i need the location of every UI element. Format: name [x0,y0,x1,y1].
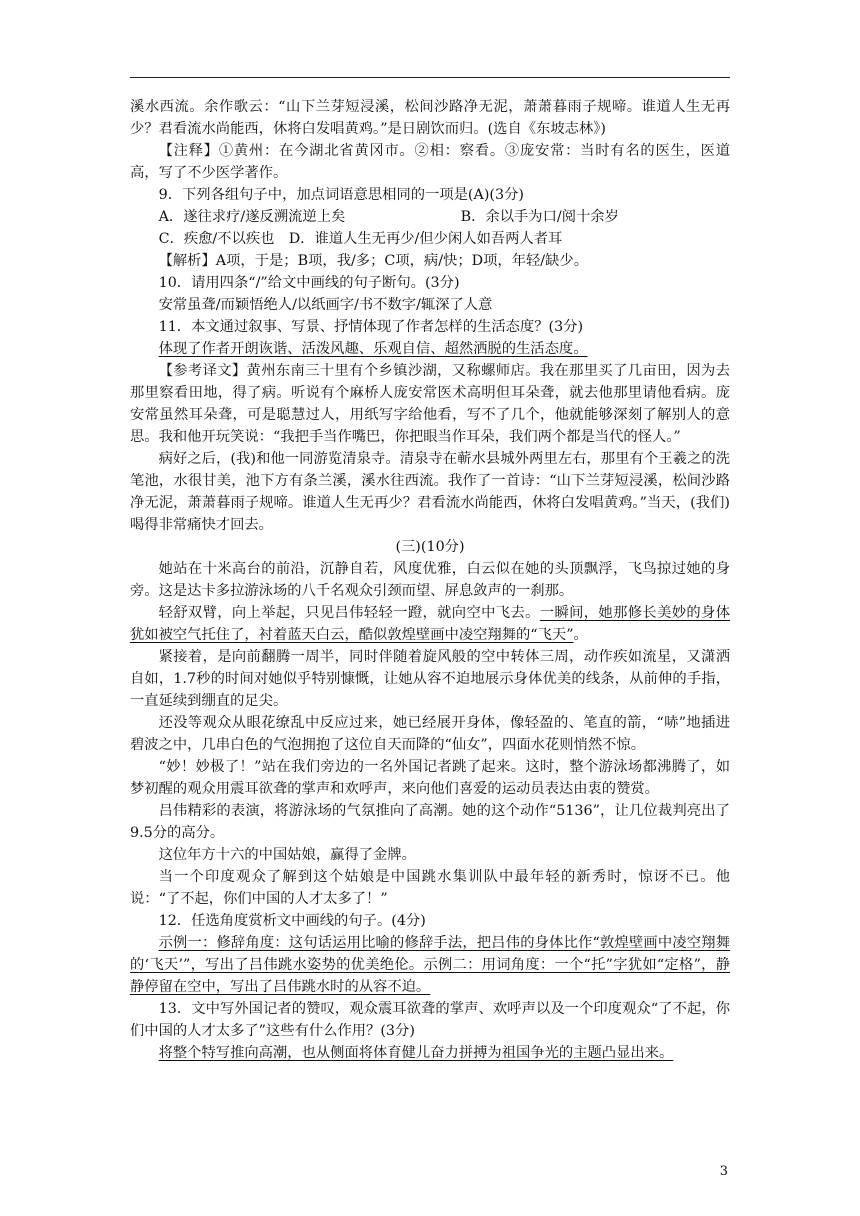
translation-paragraph: 【参考译文】黄州东南三十里有个乡镇沙湖，又称螺师店。我在那里买了几亩田，因为去那里察看田地，得了病。听说有个麻桥人庞安常医术高明但耳朵聋，就去他那里请他看病。庞安常虽然耳朵聋，可是聪慧过人，用纸写字给他看，写不了几个，他就能够深刻了解别人的意思。我和他开玩笑说：“我把手当作嘴巴，你把眼当作耳朵，我们两个都是当代的怪人。” [130,363,730,445]
story-paragraph: 吕伟精彩的表演，将游泳场的气氛推向了高潮。她的这个动作“5136”，让几位裁判亮出了9.5分的高分。 [130,803,730,841]
page-number: 3 [719,1164,728,1179]
story-paragraph: “妙！妙极了！”站在我们旁边的一名外国记者跳了起来。这时，整个游泳场都沸腾了，如梦初醒的观众用震耳欲聋的掌声和欢呼声，来向他们喜爱的运动员表达由衷的赞赏。 [130,759,730,797]
q9-option-a: A．遂往求疗/遂反溯流逆上矣 [158,209,346,225]
q11-question: 11．本文通过叙事、写景、抒情体现了作者怎样的生活态度？(3分) [158,319,584,335]
q11-answer-text: 体现了作者开朗诙谐、活泼风趣、乐观自信、超然洒脱的生活态度。 [158,341,588,357]
story-text: 轻舒双臂，向上举起，只见吕伟轻轻一蹬，就向空中飞去。 [158,605,540,621]
q13-question: 13．文中写外国记者的赞叹，观众震耳欲聋的掌声、欢呼声以及一个印度观众“了不起，你们中国的人才太多了”这些有什么作用？(3分) [130,1001,730,1039]
q10-question: 10．请用四条“/”给文中画线的句子断句。(3分) [158,275,460,291]
q12-answer [130,932,730,998]
notes: 【注释】①黄州：在今湖北省黄冈市。②相：察看。③庞安常：当时有名的医生，医道高，写了不少医学著作。 [130,143,730,181]
translation-paragraph: 病好之后，(我)和他一同游览清泉寺。清泉寺在蕲水县城外两里左右，那里有个王羲之的洗笔池，水很甘美，池下方有条兰溪，溪水往西流。我作了一首诗：“山下兰芽短浸溪，松间沙路净无泥，萧萧暮雨子规啼。谁道人生无再少？君看流水尚能西，休将白发唱黄鸡。”当天，(我们)喝得非常痛快才回去。 [130,451,730,533]
story-text: 。 [573,627,588,643]
passage-end: 溪水西流。余作歌云：“山下兰芽短浸溪，松间沙路净无泥，萧萧暮雨子规啼。谁道人生无再少？君看流水尚能西，休将白发唱黄鸡。”是日剧饮而归。(选自《东坡志林》) [130,99,730,137]
q13-answer [130,1042,730,1064]
q9-options-cd: C．疾愈/不以疾也 D．谁道人生无再少/但少闲人如吾两人者耳 [158,231,563,247]
section-title: (三)(10分) [395,539,465,555]
story-paragraph: 当一个印度观众了解到这个姑娘是中国跳水集训队中最年轻的新秀时，惊讶不已。他说：“了不起，你们中国的人才太多了！” [130,869,730,907]
q11-answer [130,338,730,360]
story-paragraph: 还没等观众从眼花缭乱中反应过来，她已经展开身体，像轻盈的、笔直的箭，“哧”地插进碧波之中，几串白色的气泡拥抱了这位自天而降的“仙女”，四面水花则悄然不惊。 [130,715,730,753]
story-paragraph: 这位年方十六的中国姑娘，赢得了金牌。 [158,847,416,863]
story-paragraph [130,602,730,646]
q10-answer: 安常虽聋/而颖悟绝人/以纸画字/书不数字/辄深了人意 [158,297,493,313]
header-rule [130,77,730,78]
q9-option-b: B．余以手为口/阅十余岁 [460,209,619,225]
underlined-sentence: 一瞬间，她那修长美妙的身体犹如被空气托住了，衬着蓝天白云，酷似敦煌壁画中凌空翔舞的“飞天” [130,605,731,643]
story-paragraph: 紧接着，是向前翻腾一周半，同时伴随着旋风般的空中转体三周，动作疾如流星，又潇洒自如，1.7秒的时间对她似乎特别慷慨，让她从容不迫地展示身体优美的线条，从前伸的手指，一直延续到绷直的足尖。 [130,649,730,709]
q9-analysis: 【解析】A项，于是；B项，我/多；C项，病/快；D项，年轻/缺少。 [158,253,588,269]
q9-question: 9．下列各组句子中，加点词语意思相同的一项是(A)(3分) [158,187,524,203]
document-body [130,96,730,1064]
q9-options-ab [130,206,730,228]
story-paragraph: 她站在十米高台的前沿，沉静自若，风度优雅，白云似在她的头顶飘浮，飞鸟掠过她的身旁。这是达卡多拉游泳场的八千名观众引颈而望、屏息敛声的一刹那。 [130,561,730,599]
q12-question: 12．任选角度赏析文中画线的句子。(4分) [158,913,426,929]
q13-answer-text: 将整个特写推向高潮，也从侧面将体育健儿奋力拼搏为祖国争光的主题凸显出来。 [158,1045,674,1061]
q12-answer-text: 示例一：修辞角度：这句话运用比喻的修辞手法，把吕伟的身体比作“敦煌壁画中凌空翔舞的‘飞天’”，写出了吕伟跳水姿势的优美绝伦。示例二：用词角度：一个“托”字犹如“定格”，静静停留在空中，写出了吕伟跳水时的从容不迫。 [130,935,730,995]
